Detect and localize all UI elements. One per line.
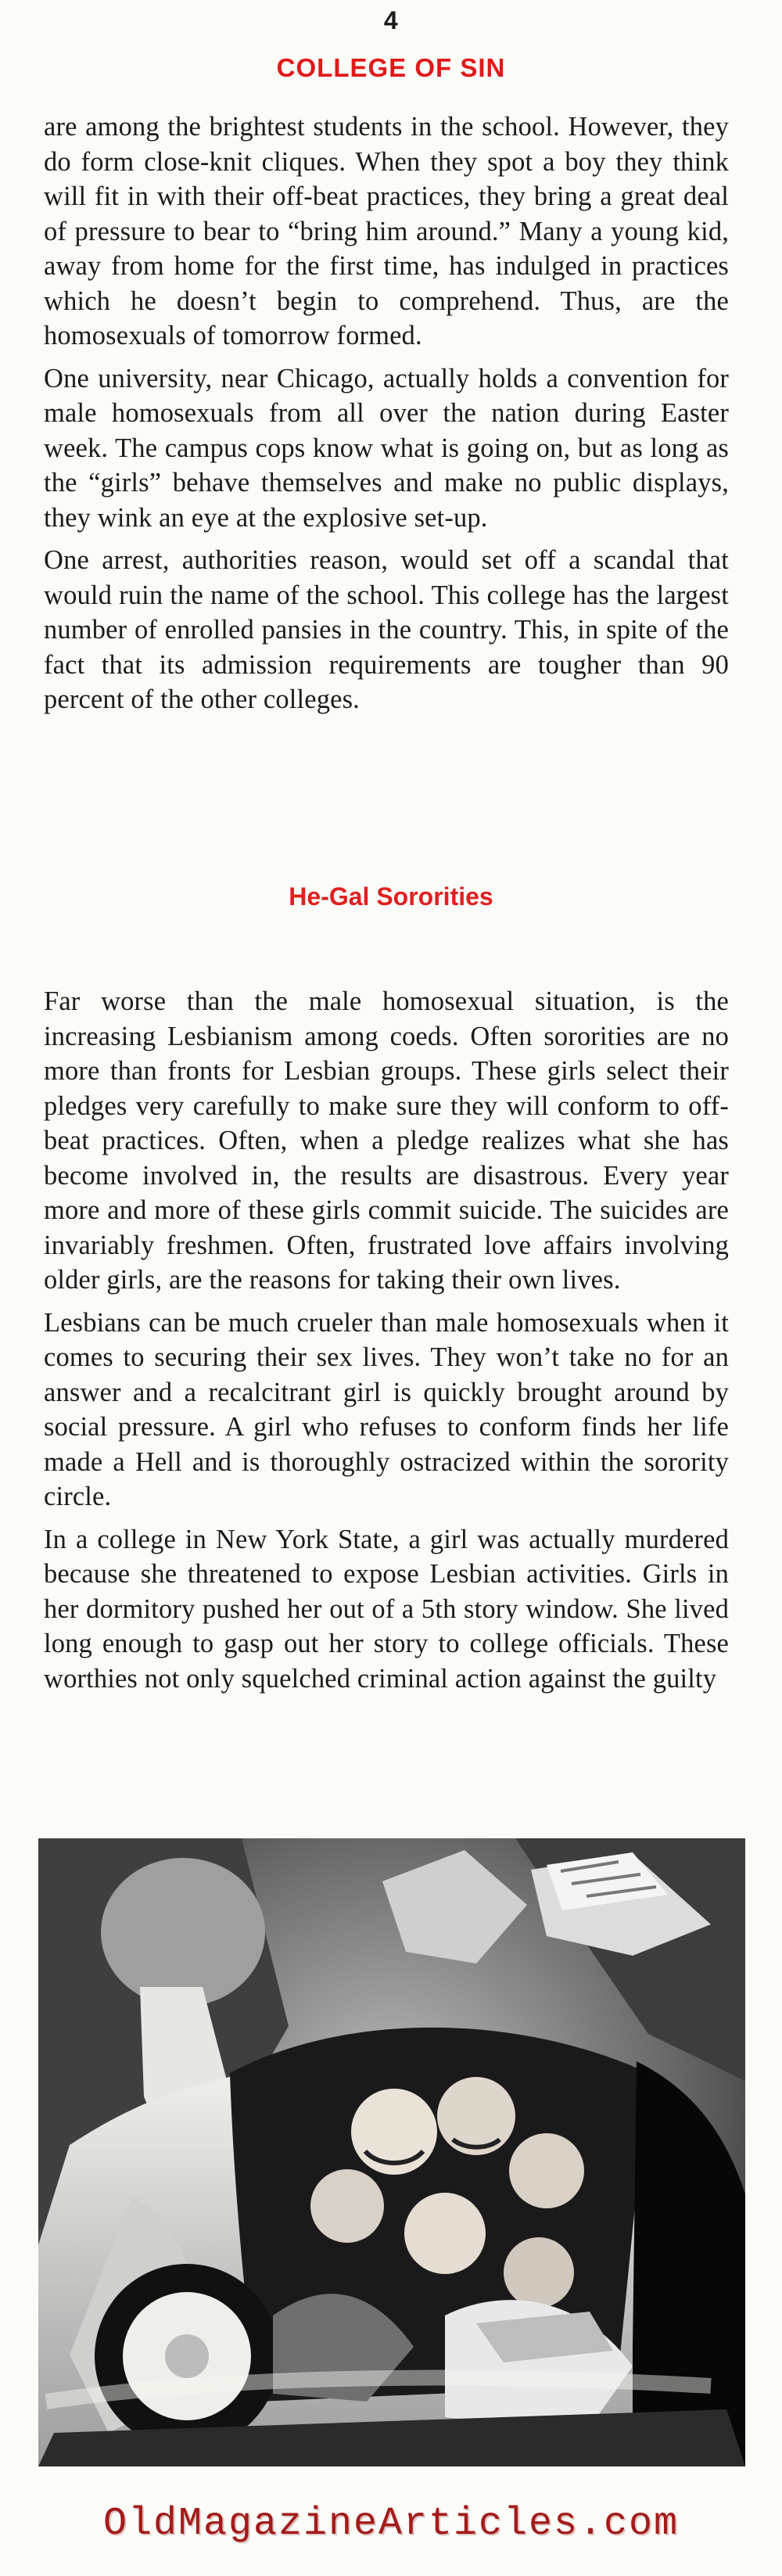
- article-text-section-two: [44, 984, 729, 1704]
- article-text-section-one: [44, 110, 729, 725]
- article-paragraph: Lesbians can be much crueler than male homosexuals when it comes to securing their sex lives. They won’t take no for an answer and a recalcitrant girl is quickly brought around by social pressure. A girl who refuses to conform finds her life made a Hell and is thoroughly ostracized within the sorority circle.: [44, 1307, 729, 1511]
- article-paragraph: One arrest, authorities reason, would set off a scandal that would ruin the name of the school. This college has the largest number of enrolled pansies in the country. This, in spite of the fact that its admission requirements are tougher than 90 percent of the other colleges.: [44, 545, 729, 714]
- page-number: 4: [383, 6, 399, 34]
- crowded-car-photo: [38, 1838, 745, 2466]
- article-paragraph: are among the brightest students in the school. However, they do form close-knit cliques. When they spot a boy they think will fit in with their off-beat practices, they bring a great deal of pressure to bear to “bring him around.” Many a young kid, away from home for the first time, has indulged in practices which he doesn’t begin to comprehend. Thus, are the homosexuals of tomorrow formed.: [44, 112, 729, 350]
- article-paragraph: Far worse than the male homosexual situation, is the increasing Lesbianism among coeds. Often sororities are no more than fronts for Lesbian groups. These girls select their pledges very carefully to make sure they will conform to off-beat practices. Often, when a pledge realizes what she has become involved in, the results are disastrous. Every year more and more of these girls commit suicide. The suicides are invariably freshmen. Often, frustrated love affairs involving older girls, are the reasons for taking their own lives.: [44, 986, 729, 1295]
- photo-illustration: [38, 1838, 745, 2466]
- section-subheading: He-Gal Sororities: [289, 882, 493, 911]
- running-head: COLLEGE OF SIN: [276, 53, 506, 82]
- site-watermark: OldMagazineArticles.com: [102, 2502, 680, 2546]
- article-paragraph: One university, near Chicago, actually holds a convention for male homosexuals from all over the nation during Easter week. The campus cops know what is going on, but as long as the “girls” behave themselves and make no public displays, they wink an eye at the explosive set-up.: [44, 363, 729, 533]
- article-paragraph: In a college in New York State, a girl was actually murdered because she threatened to expose Lesbian activities. Girls in her dormitory pushed her out of a 5th story window. She lived long enough to gasp out her story to college officials. These worthies not only squelched criminal action against the guilty: [44, 1524, 729, 1694]
